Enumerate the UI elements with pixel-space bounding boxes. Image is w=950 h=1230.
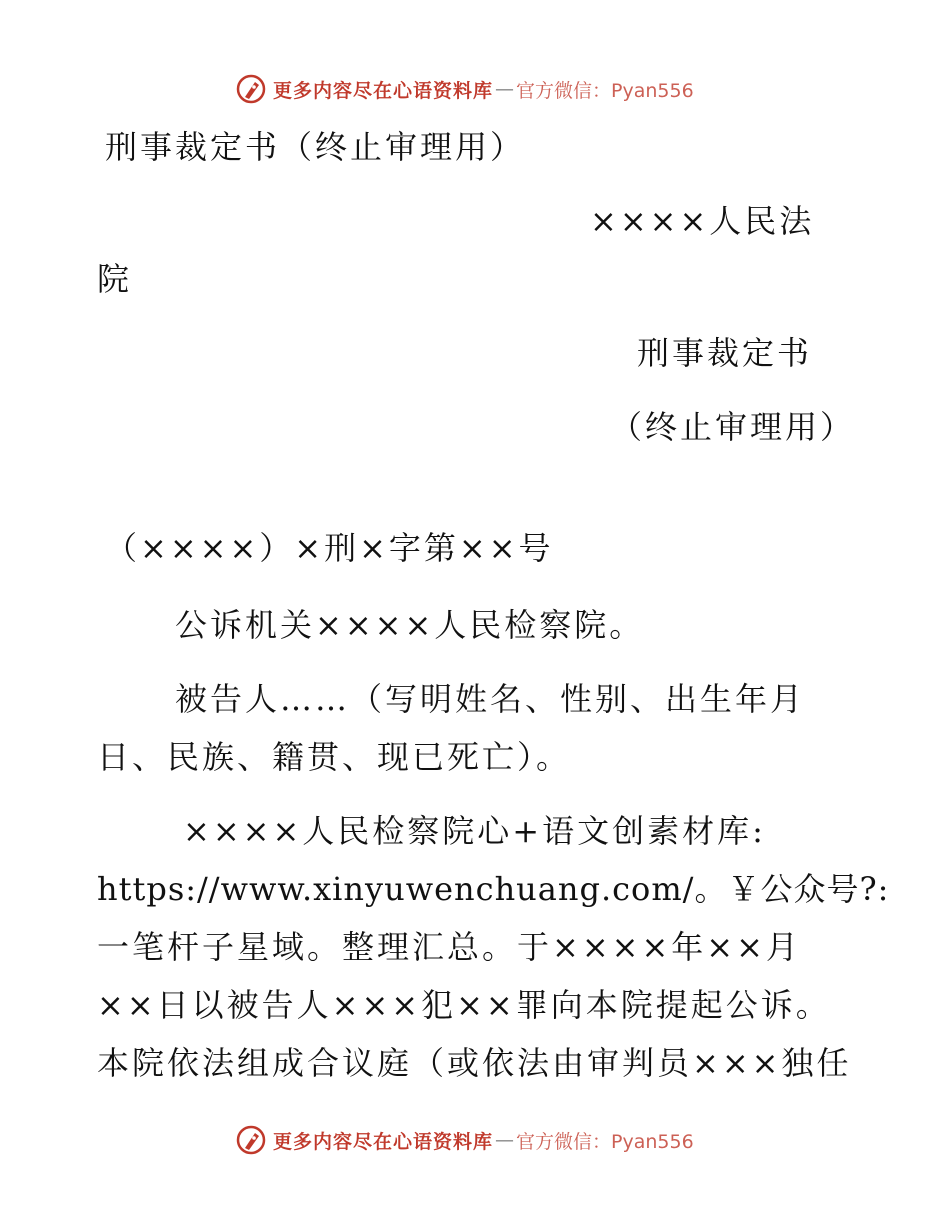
- watermark-separator: —: [495, 1129, 515, 1151]
- body-line-5: 本院依法组成合议庭（或依法由审判员×××独任: [97, 1044, 852, 1082]
- header-title: 刑事裁定书（终止审理用）: [105, 128, 526, 166]
- body-line-4: ××日以被告人×××犯××罪向本院提起公诉。: [97, 986, 831, 1024]
- watermark-header: [235, 72, 694, 106]
- pen-nib-circle-icon: [235, 1124, 267, 1156]
- doc-subtitle: （终止审理用）: [610, 408, 856, 446]
- defendant-line1: 被告人……（写明姓名、性别、出生年月: [175, 680, 806, 718]
- body-line-2: https://www.xinyuwenchuang.com/。￥公众号?:: [97, 870, 890, 908]
- pen-nib-circle-icon: [235, 73, 267, 105]
- watermark-separator: —: [495, 78, 515, 100]
- watermark-suffix: 官方微信：Pyan556: [516, 1130, 694, 1153]
- doc-title: 刑事裁定书: [637, 334, 813, 372]
- watermark-footer: [235, 1123, 694, 1157]
- case-number: （××××）×刑×字第××号: [105, 529, 554, 567]
- body-line-1: ××××人民检察院心+语文创素材库:: [183, 812, 766, 850]
- watermark-suffix: 官方微信：Pyan556: [516, 79, 694, 102]
- court-name-line1: ××××人民法: [590, 202, 815, 240]
- prosecutor-line: 公诉机关××××人民检察院。: [175, 606, 645, 644]
- watermark-main-text: 更多内容尽在心语资料库: [273, 79, 494, 102]
- defendant-line2: 日、民族、籍贯、现已死亡）。: [97, 738, 572, 776]
- watermark-main-text: 更多内容尽在心语资料库: [273, 1130, 494, 1153]
- body-line-3: 一笔杆子星域。整理汇总。于××××年××月: [97, 928, 801, 966]
- court-name-line2: 院: [97, 260, 133, 298]
